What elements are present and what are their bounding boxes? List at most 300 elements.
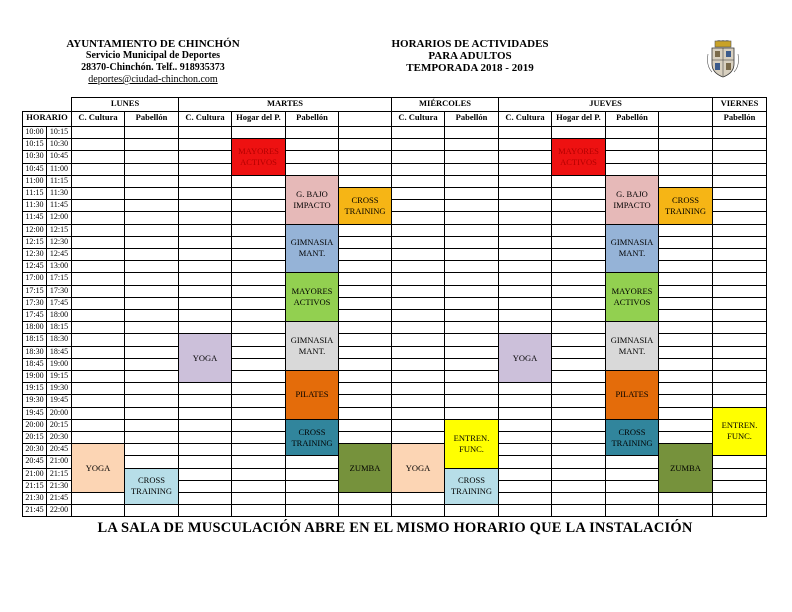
- table-cell: [391, 504, 445, 517]
- email-link[interactable]: deportes@ciudad-chinchon.com: [88, 74, 218, 85]
- table-cell: [498, 272, 552, 285]
- table-cell: [285, 150, 339, 163]
- table-cell: [178, 150, 232, 163]
- table-cell: [712, 480, 767, 493]
- table-cell: [551, 211, 606, 224]
- table-cell: [551, 175, 606, 188]
- day-header: LUNES: [71, 97, 179, 112]
- table-cell: [658, 407, 713, 420]
- table-cell: [338, 407, 392, 420]
- table-cell: [124, 211, 179, 224]
- table-cell: [71, 260, 125, 273]
- table-cell: [285, 163, 339, 176]
- activity-block: G. BAJO IMPACTO: [285, 175, 339, 225]
- time-start: 18:45: [22, 358, 47, 371]
- table-cell: [444, 260, 499, 273]
- table-cell: [338, 236, 392, 249]
- table-cell: [712, 321, 767, 334]
- table-cell: [391, 211, 445, 224]
- time-start: 11:45: [22, 211, 47, 224]
- table-cell: [124, 321, 179, 334]
- table-cell: [658, 260, 713, 273]
- table-cell: [605, 480, 659, 493]
- table-cell: [71, 285, 125, 298]
- table-cell: [178, 407, 232, 420]
- table-cell: [712, 211, 767, 224]
- table-cell: [178, 272, 232, 285]
- table-cell: [124, 236, 179, 249]
- table-cell: [444, 321, 499, 334]
- time-end: 22:00: [46, 504, 72, 517]
- time-start: 10:45: [22, 163, 47, 176]
- activity-block: MAYORES ACTIVOS: [285, 272, 339, 322]
- time-end: 19:00: [46, 358, 72, 371]
- table-cell: [498, 211, 552, 224]
- column-header: C. Cultura: [71, 111, 125, 127]
- table-cell: [391, 358, 445, 371]
- table-cell: [391, 382, 445, 395]
- time-end: 18:45: [46, 346, 72, 359]
- table-cell: [444, 175, 499, 188]
- activity-block: YOGA: [498, 333, 552, 383]
- activity-block: YOGA: [71, 443, 125, 493]
- table-cell: [178, 394, 232, 407]
- time-start: 12:30: [22, 248, 47, 261]
- table-cell: [338, 394, 392, 407]
- table-cell: [338, 260, 392, 273]
- table-cell: [712, 394, 767, 407]
- table-cell: [178, 260, 232, 273]
- table-cell: [338, 346, 392, 359]
- column-header: C. Cultura: [498, 111, 552, 127]
- table-cell: [71, 394, 125, 407]
- time-start: 19:15: [22, 382, 47, 395]
- column-header: [338, 111, 392, 127]
- table-cell: [444, 346, 499, 359]
- table-cell: [71, 504, 125, 517]
- time-start: 20:00: [22, 419, 47, 432]
- time-start: 17:30: [22, 297, 47, 310]
- table-cell: [551, 199, 606, 212]
- table-cell: [444, 224, 499, 237]
- table-cell: [124, 272, 179, 285]
- table-cell: [498, 394, 552, 407]
- table-cell: [231, 272, 286, 285]
- table-cell: [605, 468, 659, 481]
- table-cell: [178, 175, 232, 188]
- table-cell: [498, 199, 552, 212]
- table-cell: [231, 382, 286, 395]
- column-header: Pabellón: [285, 111, 339, 127]
- table-cell: [658, 163, 713, 176]
- activity-block: GIMNASIA MANT.: [605, 224, 659, 274]
- column-header: C. Cultura: [391, 111, 445, 127]
- table-cell: [124, 163, 179, 176]
- time-end: 13:00: [46, 260, 72, 273]
- time-end: 21:30: [46, 480, 72, 493]
- time-end: 11:45: [46, 199, 72, 212]
- table-cell: [498, 224, 552, 237]
- time-start: 21:00: [22, 468, 47, 481]
- table-cell: [71, 224, 125, 237]
- table-cell: [124, 443, 179, 456]
- table-cell: [71, 382, 125, 395]
- table-cell: [498, 480, 552, 493]
- time-start: 11:15: [22, 187, 47, 200]
- table-cell: [658, 419, 713, 432]
- time-start: 12:15: [22, 236, 47, 249]
- table-cell: [71, 163, 125, 176]
- table-cell: [498, 285, 552, 298]
- table-cell: [178, 321, 232, 334]
- table-cell: [551, 333, 606, 346]
- table-cell: [498, 504, 552, 517]
- table-cell: [712, 175, 767, 188]
- table-cell: [605, 163, 659, 176]
- table-cell: [658, 272, 713, 285]
- table-cell: [124, 504, 179, 517]
- table-cell: [712, 199, 767, 212]
- table-cell: [605, 138, 659, 151]
- table-cell: [231, 175, 286, 188]
- activity-block: ENTREN. FUNC.: [712, 407, 767, 457]
- table-cell: [712, 504, 767, 517]
- horario-label: HORARIO: [22, 111, 72, 127]
- activity-block: MAYORES ACTIVOS: [605, 272, 659, 322]
- table-cell: [338, 163, 392, 176]
- table-cell: [124, 150, 179, 163]
- time-end: 20:45: [46, 443, 72, 456]
- time-end: 18:30: [46, 333, 72, 346]
- time-end: 12:15: [46, 224, 72, 237]
- table-cell: [658, 504, 713, 517]
- table-cell: [712, 260, 767, 273]
- table-cell: [551, 504, 606, 517]
- time-start: 18:30: [22, 346, 47, 359]
- table-cell: [391, 138, 445, 151]
- time-start: 12:45: [22, 260, 47, 273]
- activity-block: CROSS TRAINING: [124, 468, 179, 506]
- activity-block: ENTREN. FUNC.: [444, 419, 499, 469]
- table-cell: [391, 150, 445, 163]
- table-cell: [71, 175, 125, 188]
- table-cell: [391, 175, 445, 188]
- table-cell: [71, 358, 125, 371]
- time-end: 20:15: [46, 419, 72, 432]
- schedule-subtitle: PARA ADULTOS: [428, 50, 512, 62]
- table-cell: [124, 455, 179, 468]
- table-cell: [605, 504, 659, 517]
- table-cell: [285, 138, 339, 151]
- table-cell: [391, 321, 445, 334]
- table-cell: [658, 224, 713, 237]
- table-cell: [71, 321, 125, 334]
- table-cell: [498, 150, 552, 163]
- table-cell: [231, 236, 286, 249]
- time-end: 19:15: [46, 370, 72, 383]
- table-cell: [338, 285, 392, 298]
- table-cell: [658, 138, 713, 151]
- table-cell: [178, 236, 232, 249]
- department-name: Servicio Municipal de Deportes: [85, 50, 221, 61]
- time-end: 10:30: [46, 138, 72, 151]
- time-end: 17:45: [46, 297, 72, 310]
- time-end: 12:45: [46, 248, 72, 261]
- table-cell: [658, 236, 713, 249]
- time-end: 21:15: [46, 468, 72, 481]
- table-cell: [498, 260, 552, 273]
- table-cell: [551, 236, 606, 249]
- table-cell: [231, 480, 286, 493]
- table-cell: [391, 260, 445, 273]
- table-cell: [658, 346, 713, 359]
- table-cell: [124, 297, 179, 310]
- activity-block: PILATES: [285, 370, 339, 420]
- table-cell: [178, 468, 232, 481]
- day-header: MARTES: [178, 97, 392, 112]
- table-cell: [71, 272, 125, 285]
- table-cell: [658, 285, 713, 298]
- time-end: 17:15: [46, 272, 72, 285]
- table-cell: [498, 321, 552, 334]
- table-cell: [444, 504, 499, 517]
- table-cell: [391, 394, 445, 407]
- table-cell: [71, 199, 125, 212]
- time-start: 20:45: [22, 455, 47, 468]
- table-cell: [444, 199, 499, 212]
- column-header: Hogar del P.: [231, 111, 286, 127]
- table-cell: [498, 468, 552, 481]
- column-header: [658, 111, 713, 127]
- table-cell: [444, 285, 499, 298]
- table-cell: [551, 346, 606, 359]
- time-end: 11:15: [46, 175, 72, 188]
- table-cell: [124, 419, 179, 432]
- table-cell: [658, 382, 713, 395]
- time-end: 10:45: [46, 150, 72, 163]
- time-end: 18:15: [46, 321, 72, 334]
- table-cell: [71, 419, 125, 432]
- table-cell: [498, 407, 552, 420]
- table-cell: [178, 199, 232, 212]
- table-cell: [551, 407, 606, 420]
- column-header: Pabellón: [605, 111, 659, 127]
- table-cell: [338, 358, 392, 371]
- table-cell: [391, 163, 445, 176]
- table-cell: [391, 419, 445, 432]
- table-cell: [285, 504, 339, 517]
- table-cell: [712, 150, 767, 163]
- table-cell: [551, 382, 606, 395]
- table-cell: [712, 455, 767, 468]
- time-start: 18:15: [22, 333, 47, 346]
- table-cell: [285, 468, 339, 481]
- table-cell: [551, 272, 606, 285]
- table-cell: [391, 297, 445, 310]
- column-header: Pabellón: [444, 111, 499, 127]
- table-cell: [338, 333, 392, 346]
- table-cell: [178, 480, 232, 493]
- time-start: 19:00: [22, 370, 47, 383]
- table-cell: [444, 333, 499, 346]
- table-cell: [551, 468, 606, 481]
- time-end: 11:00: [46, 163, 72, 176]
- table-cell: [712, 382, 767, 395]
- table-cell: [444, 163, 499, 176]
- table-cell: [658, 321, 713, 334]
- table-cell: [391, 333, 445, 346]
- table-cell: [178, 285, 232, 298]
- time-start: 17:45: [22, 309, 47, 322]
- table-cell: [498, 175, 552, 188]
- table-cell: [231, 321, 286, 334]
- table-cell: [71, 333, 125, 346]
- table-cell: [71, 297, 125, 310]
- table-cell: [338, 138, 392, 151]
- table-cell: [391, 346, 445, 359]
- table-cell: [498, 455, 552, 468]
- time-start: 17:00: [22, 272, 47, 285]
- table-cell: [391, 272, 445, 285]
- time-end: 10:15: [46, 126, 72, 139]
- activity-block: G. BAJO IMPACTO: [605, 175, 659, 225]
- table-cell: [231, 504, 286, 517]
- table-cell: [658, 175, 713, 188]
- table-cell: [658, 297, 713, 310]
- activity-block: GIMNASIA MANT.: [285, 321, 339, 371]
- time-start: 20:15: [22, 431, 47, 444]
- table-cell: [338, 504, 392, 517]
- table-cell: [231, 224, 286, 237]
- column-header: Pabellón: [712, 111, 767, 127]
- table-cell: [712, 468, 767, 481]
- table-cell: [444, 358, 499, 371]
- table-cell: [71, 150, 125, 163]
- table-cell: [551, 419, 606, 432]
- table-cell: [658, 333, 713, 346]
- table-cell: [498, 236, 552, 249]
- table-cell: [444, 297, 499, 310]
- day-header: VIERNES: [712, 97, 767, 112]
- table-cell: [605, 455, 659, 468]
- time-start: 11:30: [22, 199, 47, 212]
- column-header: C. Cultura: [178, 111, 232, 127]
- table-cell: [712, 358, 767, 371]
- table-cell: [178, 211, 232, 224]
- footer-note: LA SALA DE MUSCULACIÓN ABRE EN EL MISMO HORARIO QUE LA INSTALACIÓN: [97, 520, 693, 536]
- table-cell: [231, 333, 286, 346]
- time-end: 12:00: [46, 211, 72, 224]
- table-cell: [124, 382, 179, 395]
- time-start: 21:45: [22, 504, 47, 517]
- table-cell: [231, 260, 286, 273]
- table-cell: [551, 394, 606, 407]
- table-cell: [71, 138, 125, 151]
- table-cell: [178, 504, 232, 517]
- table-cell: [712, 236, 767, 249]
- activity-block: GIMNASIA MANT.: [285, 224, 339, 274]
- time-end: 17:30: [46, 285, 72, 298]
- table-cell: [551, 455, 606, 468]
- table-cell: [712, 297, 767, 310]
- activity-block: CROSS TRAINING: [444, 468, 499, 506]
- table-cell: [178, 443, 232, 456]
- column-header: Hogar del P.: [551, 111, 606, 127]
- table-cell: [124, 260, 179, 273]
- schedule-title: HORARIOS DE ACTIVIDADES: [391, 38, 549, 50]
- table-cell: [124, 175, 179, 188]
- table-cell: [124, 333, 179, 346]
- table-cell: [658, 358, 713, 371]
- time-end: 20:30: [46, 431, 72, 444]
- table-cell: [712, 285, 767, 298]
- table-cell: [444, 211, 499, 224]
- time-start: 21:15: [22, 480, 47, 493]
- table-cell: [338, 297, 392, 310]
- time-start: 20:30: [22, 443, 47, 456]
- table-cell: [178, 297, 232, 310]
- table-cell: [178, 138, 232, 151]
- time-start: 17:15: [22, 285, 47, 298]
- table-cell: [71, 211, 125, 224]
- table-cell: [124, 358, 179, 371]
- table-cell: [444, 382, 499, 395]
- table-cell: [551, 480, 606, 493]
- table-cell: [391, 285, 445, 298]
- table-cell: [231, 297, 286, 310]
- address-phone: 28370-Chinchón. Telf.. 918935373: [81, 62, 225, 73]
- table-cell: [712, 333, 767, 346]
- table-cell: [338, 382, 392, 395]
- time-start: 18:00: [22, 321, 47, 334]
- table-cell: [658, 150, 713, 163]
- table-cell: [231, 211, 286, 224]
- table-cell: [285, 480, 339, 493]
- time-start: 12:00: [22, 224, 47, 237]
- table-cell: [712, 163, 767, 176]
- time-end: 19:30: [46, 382, 72, 395]
- table-cell: [444, 236, 499, 249]
- table-cell: [231, 455, 286, 468]
- table-cell: [551, 285, 606, 298]
- table-cell: [178, 419, 232, 432]
- activity-block: ZUMBA: [658, 443, 713, 493]
- table-cell: [551, 443, 606, 456]
- time-end: 21:45: [46, 492, 72, 505]
- table-cell: [338, 150, 392, 163]
- activity-block: CROSS TRAINING: [658, 187, 713, 225]
- table-cell: [551, 297, 606, 310]
- table-cell: [231, 358, 286, 371]
- table-cell: [391, 407, 445, 420]
- time-end: 11:30: [46, 187, 72, 200]
- table-cell: [498, 163, 552, 176]
- activity-block: MAYORES ACTIVOS: [551, 138, 606, 176]
- table-cell: [124, 285, 179, 298]
- table-cell: [124, 394, 179, 407]
- table-cell: [551, 321, 606, 334]
- time-start: 10:15: [22, 138, 47, 151]
- time-end: 18:00: [46, 309, 72, 322]
- table-cell: [551, 224, 606, 237]
- table-cell: [338, 224, 392, 237]
- table-cell: [124, 138, 179, 151]
- table-cell: [444, 138, 499, 151]
- table-cell: [551, 260, 606, 273]
- table-cell: [551, 358, 606, 371]
- table-cell: [124, 346, 179, 359]
- table-cell: [712, 346, 767, 359]
